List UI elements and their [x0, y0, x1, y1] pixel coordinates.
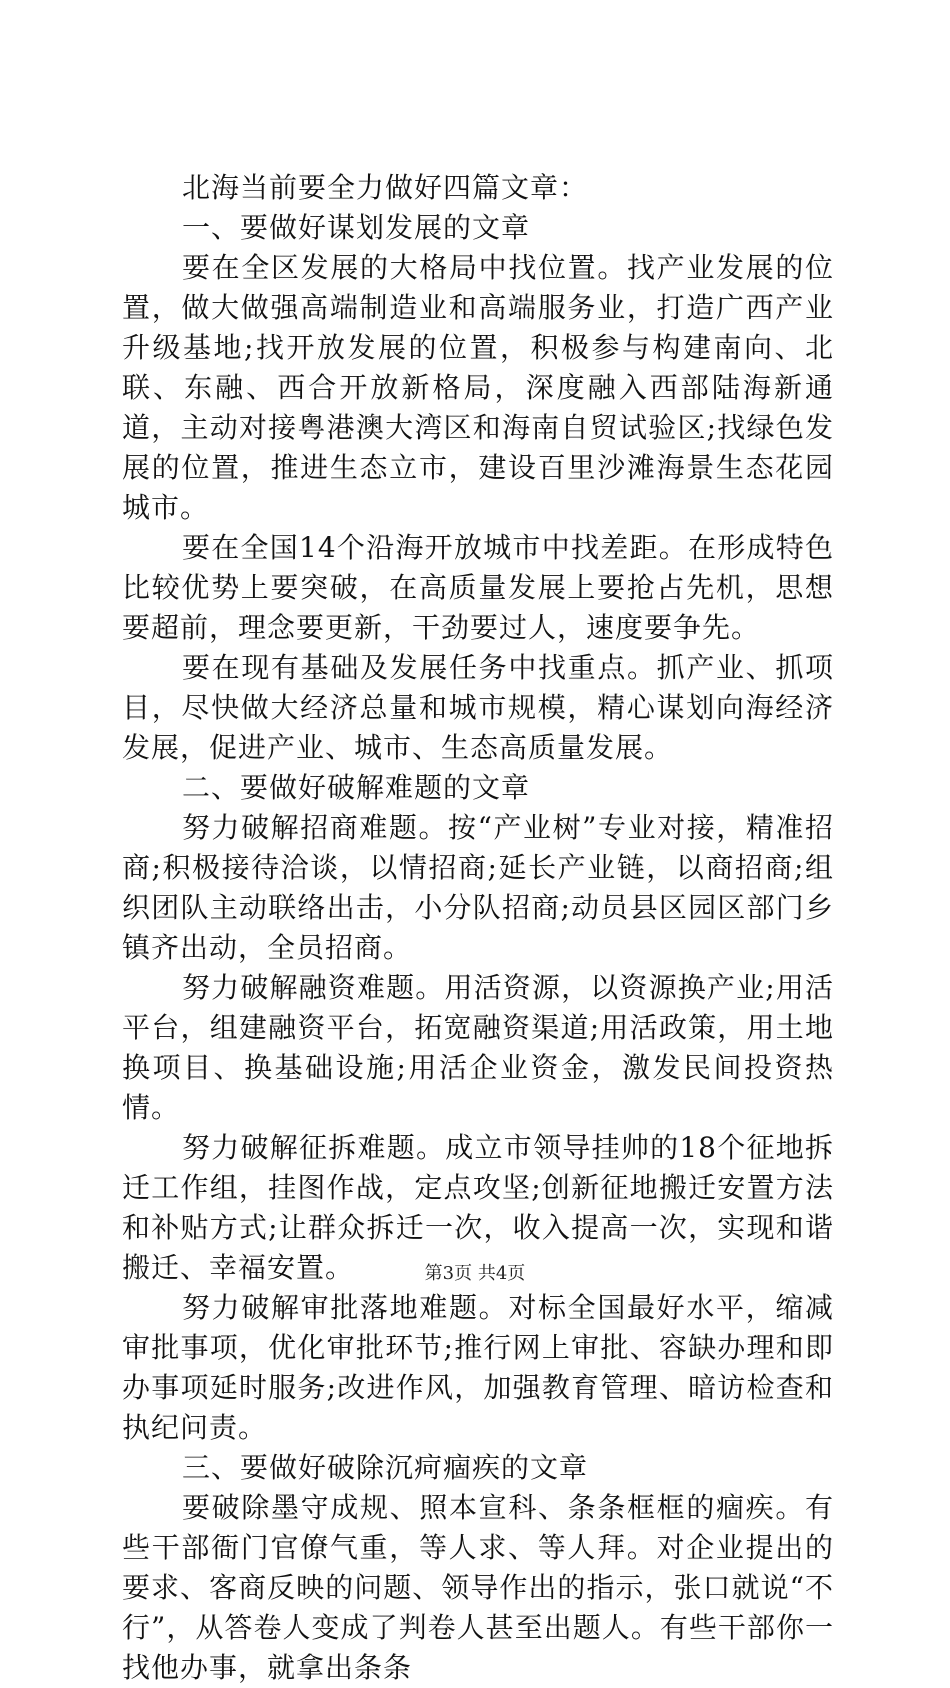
section-heading-1: 一、要做好谋划发展的文章	[182, 211, 531, 244]
body-paragraph: 要在全国14个沿海开放城市中找差距。在形成特色比较优势上要突破，在高质量发展上要抢占先机，思想要超前，理念要更新，干劲要过人，速度要争先。	[122, 531, 834, 644]
body-paragraph: 要在现有基础及发展任务中找重点。抓产业、抓项目，尽快做大经济总量和城市规模，精心谋划向海经济发展，促进产业、城市、生态高质量发展。	[122, 651, 834, 764]
body-paragraph: 要在全区发展的大格局中找位置。找产业发展的位置，做大做强高端制造业和高端服务业，打造广西产业升级基地;找开放发展的位置，积极参与构建南向、北联、东融、西合开放新格局，深度融入西部陆海新通道，主动对接粤港澳大湾区和海南自贸试验区;找绿色发展的位置，推进生态立市，建设百里沙滩海景生态花园城市。	[122, 251, 834, 524]
body-paragraph: 努力破解融资难题。用活资源，以资源换产业;用活平台，组建融资平台，拓宽融资渠道;用活政策，用土地换项目、换基础设施;用活企业资金，激发民间投资热情。	[122, 971, 834, 1124]
section-heading-3: 三、要做好破除沉疴痼疾的文章	[182, 1451, 589, 1484]
body-paragraph: 努力破解招商难题。按“产业树”专业对接，精准招商;积极接待洽谈，以情招商;延长产业链，以商招商;组织团队主动联络出击，小分队招商;动员县区园区部门乡镇齐出动，全员招商。	[122, 811, 834, 964]
intro-paragraph: 北海当前要全力做好四篇文章：	[182, 171, 589, 204]
document-body	[122, 168, 834, 1688]
body-paragraph: 努力破解审批落地难题。对标全国最好水平，缩减审批事项，优化审批环节;推行网上审批、容缺办理和即办事项延时服务;改进作风，加强教育管理、暗访检查和执纪问责。	[122, 1291, 834, 1444]
body-paragraph: 要破除墨守成规、照本宣科、条条框框的痼疾。有些干部衙门官僚气重，等人求、等人拜。对企业提出的要求、客商反映的问题、领导作出的指示，张口就说“不行”，从答卷人变成了判卷人甚至出题人。有些干部你一找他办事，就拿出条条	[122, 1491, 834, 1684]
section-heading-2: 二、要做好破解难题的文章	[182, 771, 531, 804]
body-paragraph: 努力破解征拆难题。成立市领导挂帅的18个征地拆迁工作组，挂图作战，定点攻坚;创新征地搬迁安置方法和补贴方式;让群众拆迁一次，收入提高一次，实现和谐搬迁、幸福安置。	[122, 1131, 834, 1284]
page-footer: 第3页 共4页	[424, 1263, 526, 1284]
